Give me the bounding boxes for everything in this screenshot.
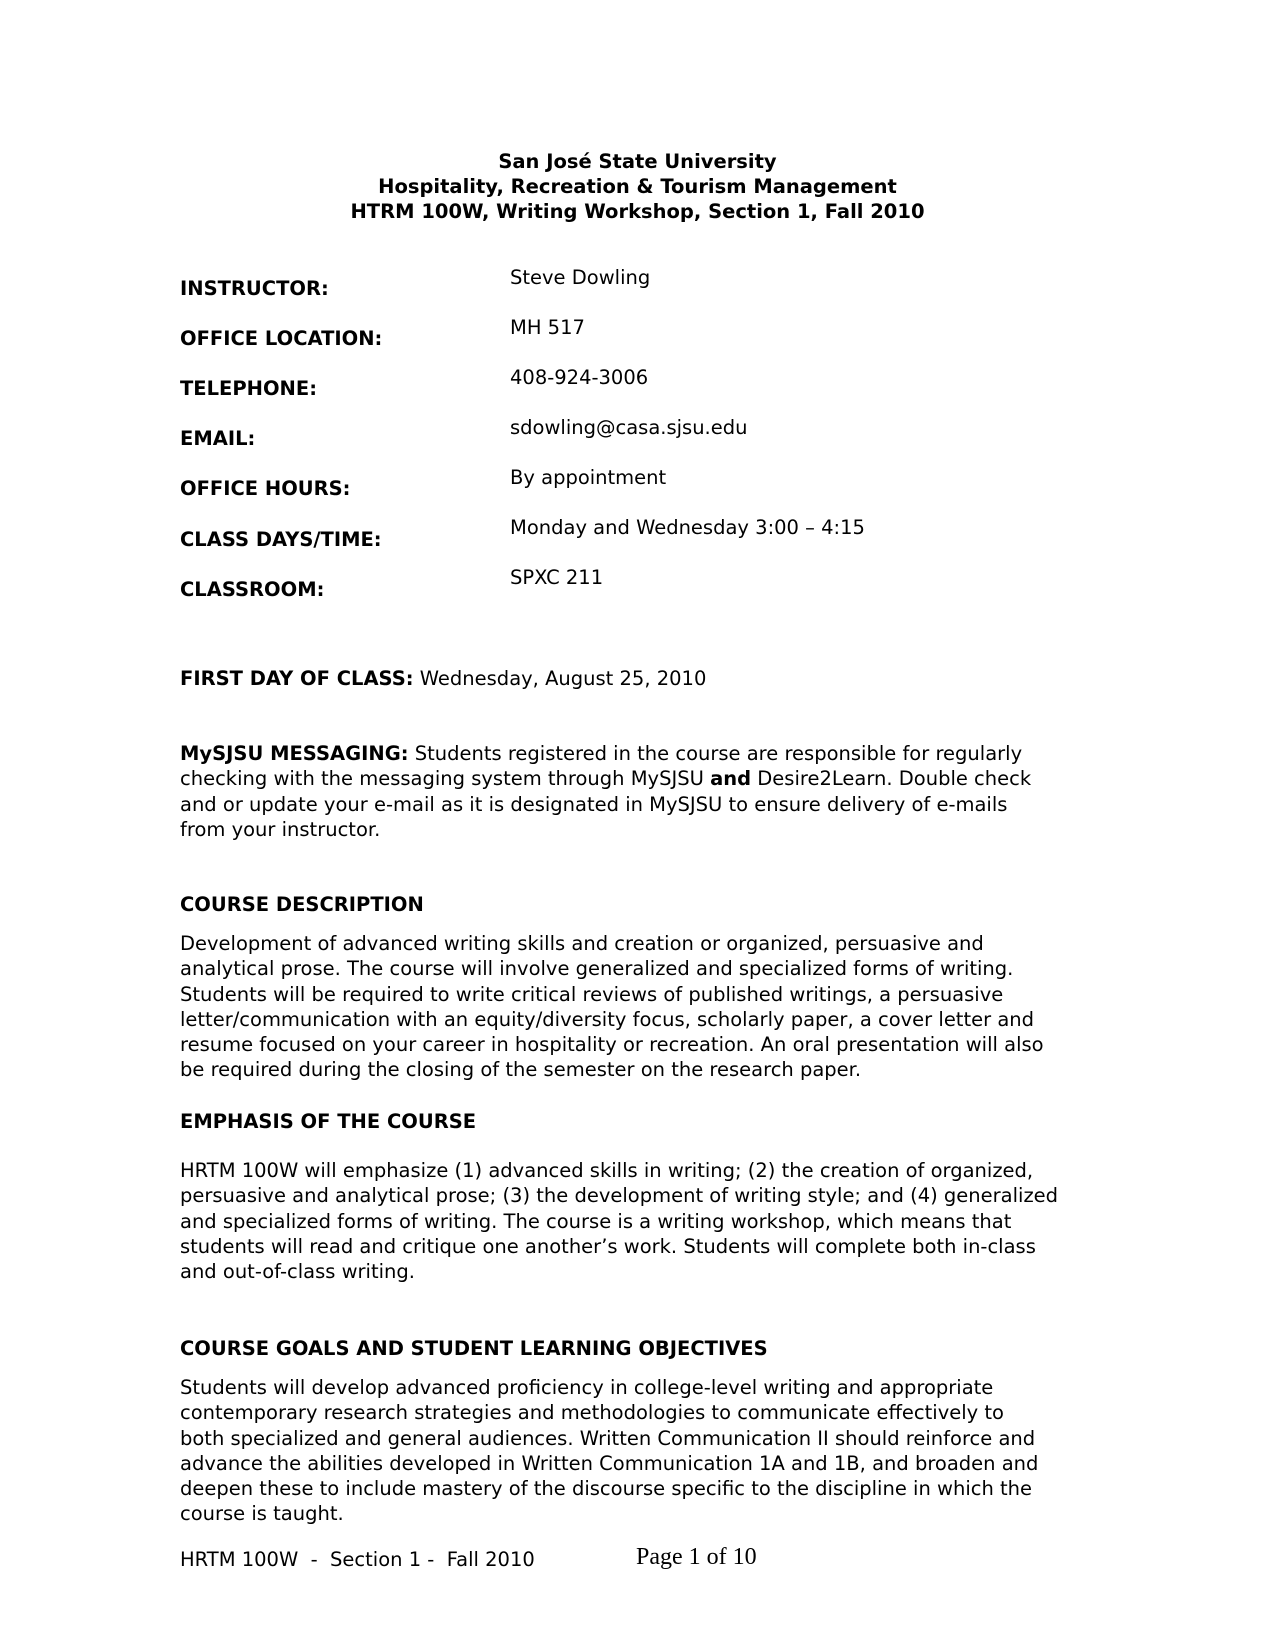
telephone-label: TELEPHONE:: [180, 377, 317, 400]
messaging-line-3: and or update your e-mail as it is designated in MySJSU to ensure delivery of e-mails: [180, 792, 1008, 816]
paragraph-line: and specialized forms of writing. The course is a writing workshop, which means that: [180, 1209, 1012, 1233]
messaging-paragraph: [180, 741, 1120, 842]
paragraph-line: letter/communication with an equity/diversity focus, scholarly paper, a cover letter and: [180, 1007, 1035, 1031]
messaging-label: MySJSU MESSAGING:: [180, 742, 409, 765]
course-title: HTRM 100W, Writing Workshop, Section 1, Fall 2010: [350, 200, 925, 223]
messaging-line-4: from your instructor.: [180, 817, 381, 841]
course-goals-text: [180, 1375, 1120, 1527]
first-day-label: FIRST DAY OF CLASS:: [180, 667, 414, 690]
paragraph-line: course is taught.: [180, 1502, 344, 1526]
emphasis-text: [180, 1158, 1120, 1284]
classroom-value: SPXC 211: [510, 566, 604, 589]
paragraph-line: advance the abilities developed in Written Communication 1A and 1B, and broaden and: [180, 1451, 1039, 1475]
paragraph-line: HRTM 100W will emphasize (1) advanced skills in writing; (2) the creation of organized,: [180, 1159, 1034, 1182]
office-hours-value: By appointment: [510, 466, 667, 489]
emphasis-heading: EMPHASIS OF THE COURSE: [180, 1110, 477, 1133]
instructor-value: Steve Dowling: [510, 266, 651, 289]
department-title: Hospitality, Recreation & Tourism Management: [378, 175, 897, 198]
messaging-line-2b: Desire2Learn. Double check: [757, 767, 1032, 791]
instructor-label: INSTRUCTOR:: [180, 277, 329, 300]
email-label: EMAIL:: [180, 427, 256, 450]
office-location-value: MH 517: [510, 316, 585, 339]
footer-course-info: HRTM 100W - Section 1 - Fall 2010: [180, 1548, 535, 1571]
email-value: sdowling@casa.sjsu.edu: [510, 416, 748, 439]
class-days-time-label: CLASS DAYS/TIME:: [180, 528, 382, 551]
messaging-line-1: Students registered in the course are responsible for regularly: [414, 742, 1023, 765]
paragraph-line: Students will be required to write critical reviews of published writings, a persuasive: [180, 982, 1004, 1006]
university-title: San José State University: [498, 150, 777, 173]
document-header: [0, 149, 1275, 224]
paragraph-line: contemporary research strategies and methodologies to communicate effectively to: [180, 1401, 1004, 1425]
course-description-heading: COURSE DESCRIPTION: [180, 893, 424, 916]
paragraph-line: be required during the closing of the semester on the research paper.: [180, 1058, 862, 1082]
paragraph-line: persuasive and analytical prose; (3) the development of writing style; and (4) generalized: [180, 1184, 1059, 1208]
first-day-value: Wednesday, August 25, 2010: [419, 667, 707, 690]
paragraph-line: Students will develop advanced proficiency in college-level writing and appropriate: [180, 1376, 994, 1399]
messaging-line-2-bold: and: [710, 767, 752, 791]
first-day-of-class: [180, 666, 1120, 691]
paragraph-line: deepen these to include mastery of the discourse specific to the discipline in which the: [180, 1477, 1033, 1501]
paragraph-line: analytical prose. The course will involve generalized and specialized forms of writing.: [180, 957, 1014, 981]
office-hours-label: OFFICE HOURS:: [180, 477, 351, 500]
messaging-line-2a: checking with the messaging system through MySJSU: [180, 767, 704, 791]
office-location-label: OFFICE LOCATION:: [180, 327, 383, 350]
course-goals-heading: COURSE GOALS AND STUDENT LEARNING OBJECTIVES: [180, 1337, 768, 1360]
telephone-value: 408-924-3006: [510, 366, 649, 389]
course-description-text: [180, 931, 1120, 1083]
paragraph-line: resume focused on your career in hospitality or recreation. An oral presentation will also: [180, 1033, 1044, 1057]
class-days-time-value: Monday and Wednesday 3:00 – 4:15: [510, 516, 865, 539]
paragraph-line: students will read and critique one another’s work. Students will complete both in-class: [180, 1234, 1036, 1258]
paragraph-line: Development of advanced writing skills and creation or organized, persuasive and: [180, 932, 984, 955]
paragraph-line: and out-of-class writing.: [180, 1260, 415, 1284]
paragraph-line: both specialized and general audiences. Written Communication II should reinforce and: [180, 1426, 1036, 1450]
page-number: Page 1 of 10: [636, 1544, 757, 1570]
classroom-label: CLASSROOM:: [180, 578, 325, 601]
